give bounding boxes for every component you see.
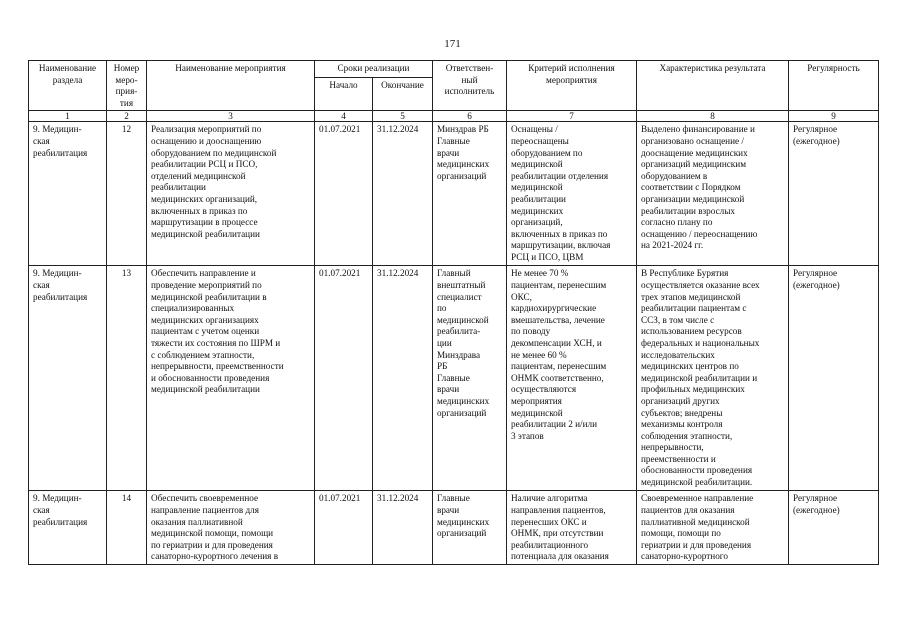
column-number: 8	[637, 111, 789, 122]
header-responsible: Ответствен- ный исполнитель	[433, 61, 507, 111]
row-end-date: 31.12.2024	[373, 491, 433, 565]
column-number: 3	[147, 111, 315, 122]
row-regularity: Регулярное (ежегодное)	[789, 122, 879, 266]
header-criterion: Критерий исполнения мероприятия	[507, 61, 637, 111]
row-end-date: 31.12.2024	[373, 266, 433, 491]
header-section: Наименование раздела	[29, 61, 107, 111]
row-end-date: 31.12.2024	[373, 122, 433, 266]
row-result: Выделено финансирование и организовано оснащение / дооснащение медицинских организаций медицинским оборудованием в соответствии с Порядком организации медицинской реабилитации взрослых согласно плану по оснащению / переоснащению на 2021-2024 гг.	[637, 122, 789, 266]
column-numbers-row	[29, 111, 879, 122]
row-start-date: 01.07.2021	[315, 122, 373, 266]
header-start: Начало	[315, 78, 373, 111]
row-start-date: 01.07.2021	[315, 491, 373, 565]
row-criterion: Не менее 70 % пациентам, перенесшим ОКС, кардиохирургические вмешательства, лечение по поводу декомпенсации ХСН, и не менее 60 % пациентам, перенесшим ОНМК соответственно, осуществляются мероприятия медицинской реабилитации 2 и/или 3 этапов	[507, 266, 637, 491]
row-result: В Республике Бурятия осуществляется оказание всех трех этапов медицинской реабилитации пациентам с ССЗ, в том числе с использованием ресурсов федеральных и национальных исследовательских медицинских центров по медицинской реабилитации и профильных медицинских организаций других субъектов; внедрены механизмы контроля соблюдения этапности, непрерывности, преемственности и обоснованности проведения медицинской реабилитации.	[637, 266, 789, 491]
row-regularity: Регулярное (ежегодное)	[789, 266, 879, 491]
header-activity: Наименование мероприятия	[147, 61, 315, 111]
column-number: 7	[507, 111, 637, 122]
row-responsible: Главные врачи медицинских организаций	[433, 491, 507, 565]
header-regularity: Регулярность	[789, 61, 879, 111]
row-section: 9. Медицин- ская реабилитация	[29, 491, 107, 565]
row-activity: Обеспечить направление и проведение мероприятий по медицинской реабилитации в специализированных медицинских организациях пациентам с учетом оценки тяжести их состояния по ШРМ и с соблюдением этапности, непрерывности, преемственности и обоснованности проведения медицинской реабилитации	[147, 266, 315, 491]
row-number: 13	[107, 266, 147, 491]
row-activity: Обеспечить своевременное направление пациентов для оказания паллиативной медицинской помощи, помощи по гериатрии и для проведения санаторно-курортного лечения в	[147, 491, 315, 565]
column-number: 5	[373, 111, 433, 122]
header-terms: Сроки реализации	[315, 61, 433, 78]
header-number: Номер меро- прия- тия	[107, 61, 147, 111]
page-number: 171	[444, 38, 461, 50]
header-row	[29, 61, 879, 78]
column-number: 1	[29, 111, 107, 122]
row-responsible: Главный внештатный специалист по медицинской реабилита- ции Минздрава РБ Главные врачи медицинских организаций	[433, 266, 507, 491]
column-number: 6	[433, 111, 507, 122]
row-section: 9. Медицин- ская реабилитация	[29, 122, 107, 266]
row-section: 9. Медицин- ская реабилитация	[29, 266, 107, 491]
row-criterion: Оснащены / переоснащены оборудованием по медицинской реабилитации отделения медицинской реабилитации медицинских организаций, включенных в приказ по маршрутизации, включая РСЦ и ПСО, ЦВМ	[507, 122, 637, 266]
header-result: Характеристика результата	[637, 61, 789, 111]
row-number: 12	[107, 122, 147, 266]
row-responsible: Минздрав РБ Главные врачи медицинских организаций	[433, 122, 507, 266]
column-number: 9	[789, 111, 879, 122]
header-end: Окончание	[373, 78, 433, 111]
table-row	[29, 266, 879, 491]
row-regularity: Регулярное (ежегодное)	[789, 491, 879, 565]
table-row	[29, 122, 879, 266]
row-result: Своевременное направление пациентов для оказания паллиативной медицинской помощи, помощи по гериатрии и для проведения санаторно-курортного	[637, 491, 789, 565]
column-number: 2	[107, 111, 147, 122]
row-criterion: Наличие алгоритма направления пациентов, перенесших ОКС и ОНМК, при отсутствии реабилитационного потенциала для оказания	[507, 491, 637, 565]
table-row	[29, 491, 879, 565]
column-number: 4	[315, 111, 373, 122]
row-number: 14	[107, 491, 147, 565]
row-start-date: 01.07.2021	[315, 266, 373, 491]
activities-table	[28, 60, 879, 565]
row-activity: Реализация мероприятий по оснащению и дооснащению оборудованием по медицинской реабилитации РСЦ и ПСО, отделений медицинской реабилитации медицинских организаций, включенных в приказ по маршрутизации в процессе медицинской реабилитации	[147, 122, 315, 266]
